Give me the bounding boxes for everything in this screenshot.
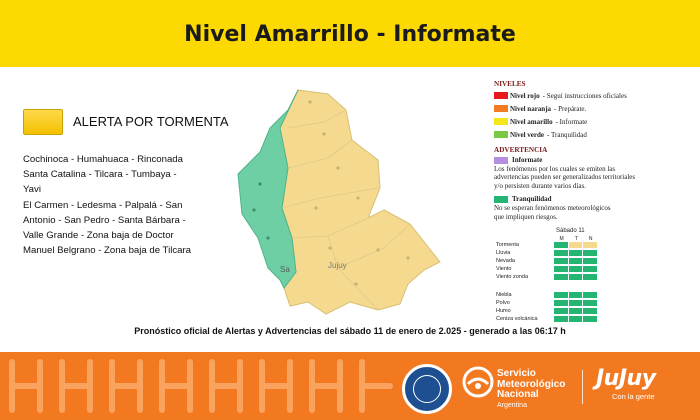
level-name: Nivel rojo <box>510 91 540 100</box>
level-name: Nivel amarillo <box>510 117 553 126</box>
legend-level-naranja <box>494 103 684 114</box>
desc-line: Los fenómenos por los cuales se emiten las <box>494 165 616 173</box>
grid-cell <box>583 250 597 256</box>
legend-panel <box>494 80 684 221</box>
grid-row <box>494 266 614 273</box>
grid-row <box>494 258 614 265</box>
legend-advertencia-title: ADVERTENCIA <box>494 146 548 154</box>
zone-list-group-1 <box>23 152 203 197</box>
zone-line: Valle Grande - Zona baja de Doctor <box>23 230 174 241</box>
grid-cell <box>583 242 597 248</box>
grid-cell <box>569 250 583 256</box>
province-map <box>228 88 458 318</box>
zone-line: Santa Catalina - Tilcara - Tumbaya - <box>23 169 177 180</box>
grid-cell <box>569 258 583 264</box>
grid-cells <box>554 258 598 264</box>
level-swatch <box>494 118 508 125</box>
grid-col-n: N <box>588 236 593 242</box>
grid-cell <box>554 250 568 256</box>
grid-row <box>494 308 614 315</box>
map-label-jujuy: Jujuy <box>328 261 347 270</box>
alert-color-swatch <box>23 109 63 135</box>
jujuy-logo-text: JuJuy <box>596 366 656 391</box>
grid-cell <box>554 300 568 306</box>
legend-niveles-title: NIVELES <box>494 80 526 88</box>
level-desc: - Prepárate. <box>554 104 587 113</box>
logo-separator <box>582 370 583 404</box>
grid-row-label: Lluvia <box>496 250 511 256</box>
legend-level-amarillo <box>494 116 684 127</box>
zone-line: Cochinoca - Humahuaca - Rinconada <box>23 154 183 165</box>
tranquilidad-label: Tranquilidad <box>512 195 552 204</box>
legend-advertencia <box>494 146 684 221</box>
informate-label: Informate <box>512 156 543 164</box>
grid-cell <box>569 274 583 280</box>
jujuy-tagline: Con la gente <box>612 392 655 401</box>
grid-col-t: T <box>574 236 578 242</box>
grid-row-label: Polvo <box>496 300 510 306</box>
grid-cells <box>554 292 598 298</box>
grid-cell <box>583 266 597 272</box>
grid-col-m: M <box>559 236 564 242</box>
decorative-pattern <box>0 352 700 420</box>
grid-row-label: Nevada <box>496 258 515 264</box>
informate-desc <box>494 165 684 190</box>
alert-label: ALERTA POR TORMENTA <box>73 114 229 129</box>
grid-cell <box>569 242 583 248</box>
grid-cell <box>554 316 568 322</box>
grid-row-label: Viento zonda <box>496 274 529 280</box>
tranquilidad-swatch <box>494 196 508 203</box>
zone-line: Manuel Belgrano - Zona baja de Tilcara <box>23 245 191 256</box>
smn-line3: Nacional <box>497 389 539 400</box>
smn-line1: Servicio <box>497 368 536 379</box>
zone-line: Yavi <box>23 184 41 195</box>
grid-cell <box>569 308 583 314</box>
level-swatch <box>494 105 508 112</box>
zone-line: El Carmen - Ledesma - Palpalá - San <box>23 200 183 211</box>
grid-cell <box>554 258 568 264</box>
tranquilidad-desc <box>494 204 684 221</box>
smn-logo-icon <box>462 366 494 398</box>
level-desc: - Seguí instrucciones oficiales <box>542 91 627 100</box>
informate-swatch <box>494 157 508 164</box>
grid-cell <box>554 292 568 298</box>
grid-row-label: Niebla <box>496 292 512 298</box>
zone-line: Antonio - San Pedro - Santa Bárbara - <box>23 215 186 226</box>
grid-row <box>494 242 614 249</box>
level-swatch <box>494 131 508 138</box>
civil-defense-seal <box>402 364 452 414</box>
grid-cell <box>583 316 597 322</box>
desc-line: advertencias pueden ser generalizados territoriales <box>494 173 636 182</box>
brand-band <box>0 352 700 420</box>
seal-inner-ring <box>413 375 441 403</box>
desc-line: No se esperan fenómenos meteorológicos <box>494 204 611 213</box>
grid-cell <box>583 258 597 264</box>
grid-day-label: Sábado 11 <box>556 228 585 234</box>
smn-line2: Meteorológico <box>497 378 566 390</box>
grid-row-label: Viento <box>496 266 512 272</box>
map-label-sa: Sa <box>280 265 290 274</box>
zone-list-group-2 <box>23 198 203 258</box>
legend-level-verde <box>494 129 684 140</box>
grid-cells <box>554 308 598 314</box>
page-title: Nivel Amarrillo - Informate <box>184 22 516 47</box>
grid-cell <box>554 266 568 272</box>
grid-cell <box>569 300 583 306</box>
level-desc: - Tranquilidad <box>547 130 587 139</box>
grid-cell <box>583 292 597 298</box>
grid-row <box>494 316 614 323</box>
grid-row <box>494 292 614 299</box>
smn-sub: Argentina <box>497 401 527 409</box>
grid-row <box>494 300 614 307</box>
grid-cell <box>569 292 583 298</box>
desc-line: y/o persisten durante varios días. <box>494 181 586 190</box>
grid-cell <box>554 242 568 248</box>
smn-logo-text <box>497 369 565 411</box>
grid-row-label: Ceniza volcánica <box>496 316 538 322</box>
grid-cells <box>554 300 598 306</box>
grid-row <box>494 274 614 281</box>
forecast-footer: Pronóstico oficial de Alertas y Advertencias del sábado 11 de enero de 2.025 - generado a las 06:17 h <box>134 326 566 336</box>
level-name: Nivel naranja <box>510 104 552 113</box>
grid-cells <box>554 316 598 322</box>
grid-cell <box>554 274 568 280</box>
grid-cells <box>554 242 598 248</box>
level-swatch <box>494 92 508 99</box>
grid-row <box>494 250 614 257</box>
grid-cell <box>583 274 597 280</box>
grid-row-label: Tormenta <box>496 242 519 248</box>
grid-cell <box>554 308 568 314</box>
level-desc: - Informate <box>555 117 588 126</box>
legend-level-rojo <box>494 90 684 101</box>
advertencia-tranquilidad <box>494 195 684 203</box>
grid-row-label: Humo <box>496 308 511 314</box>
grid-cell <box>583 300 597 306</box>
level-name: Nivel verde <box>510 130 545 139</box>
grid-cells <box>554 250 598 256</box>
grid-cell <box>569 316 583 322</box>
advertencia-informate <box>494 156 684 164</box>
grid-cell <box>583 308 597 314</box>
desc-line: que impliquen riesgos. <box>494 212 558 221</box>
grid-cell <box>569 266 583 272</box>
grid-cells <box>554 274 598 280</box>
grid-cells <box>554 266 598 272</box>
